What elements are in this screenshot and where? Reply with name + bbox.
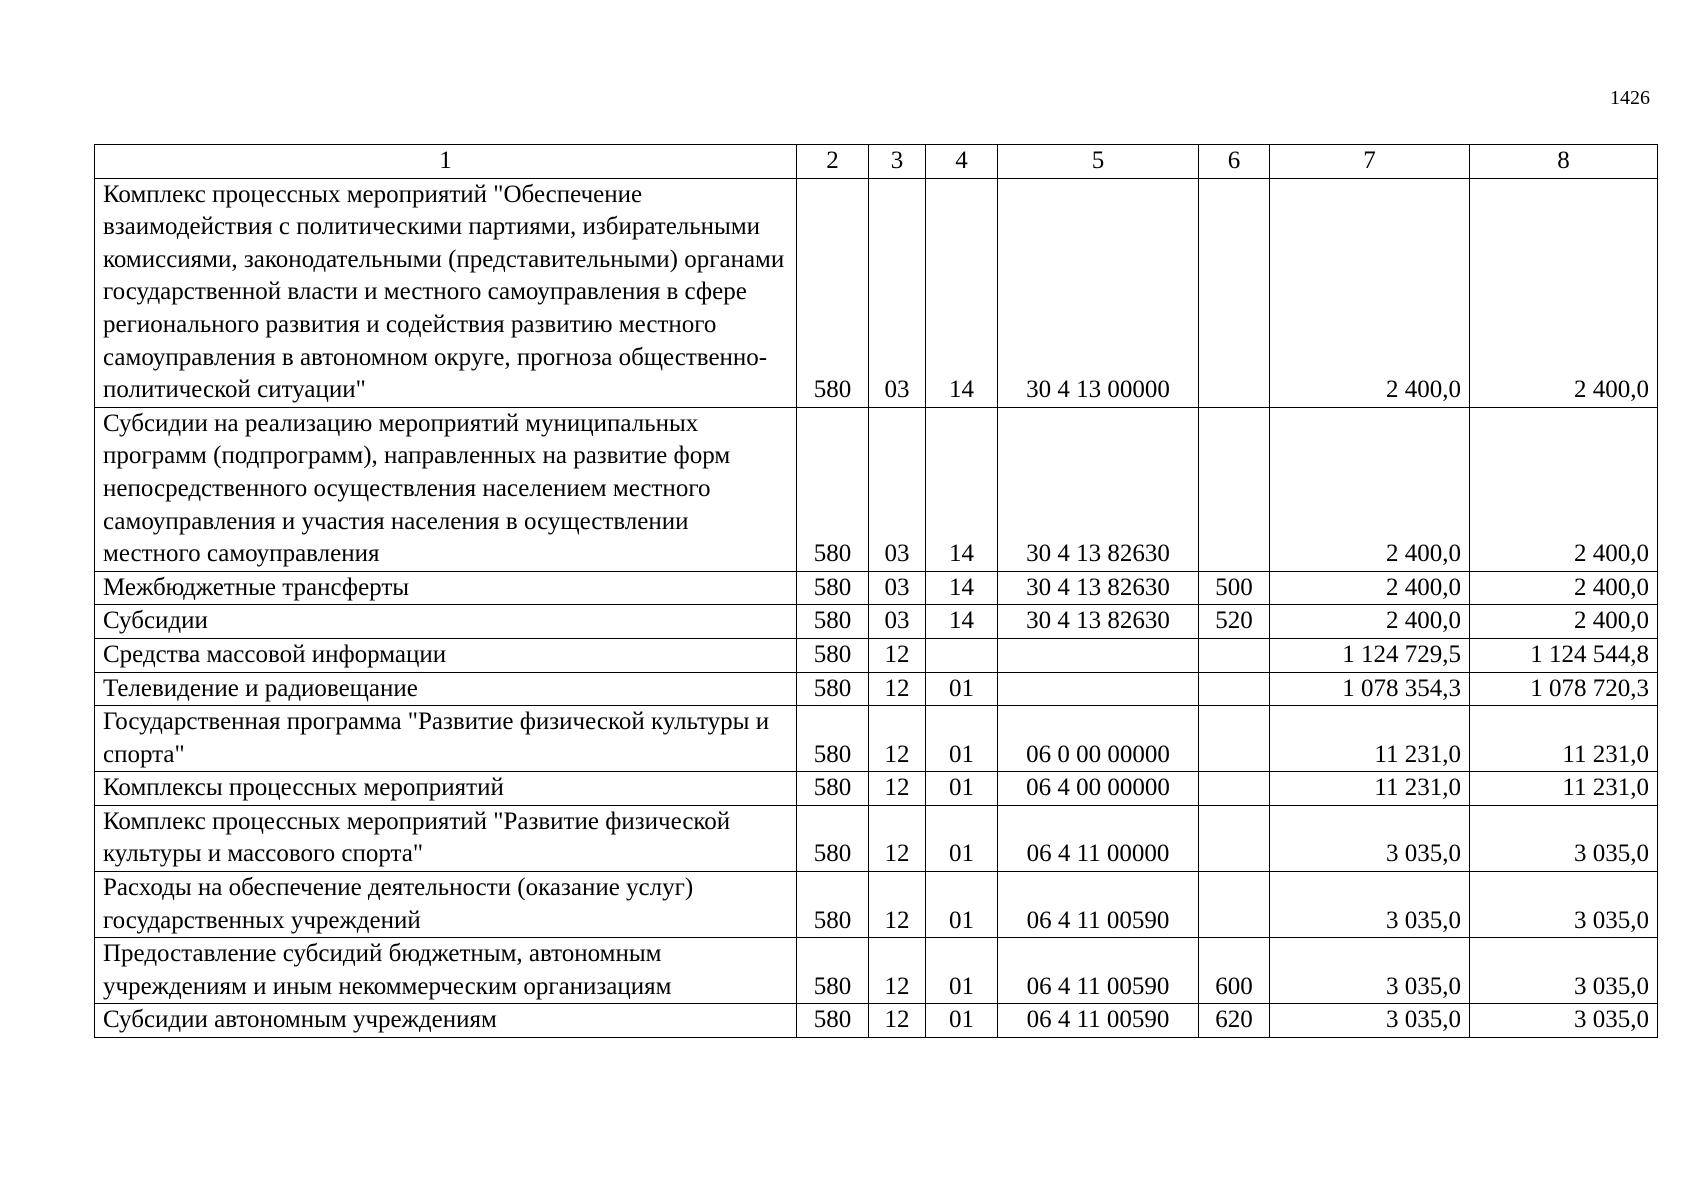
ministry-code: 580: [797, 872, 869, 938]
subsection-code: 01: [926, 938, 998, 1004]
target-article-code: [998, 672, 1199, 706]
column-header: 3: [869, 145, 926, 179]
subsection-code: 01: [926, 1004, 998, 1038]
subsection-code: 14: [926, 178, 998, 407]
section-code: 12: [869, 805, 926, 871]
expense-type-code: [1199, 672, 1270, 706]
target-article-code: 06 4 11 00590: [998, 938, 1199, 1004]
ministry-code: 580: [797, 938, 869, 1004]
ministry-code: 580: [797, 1004, 869, 1038]
table-row: [95, 938, 1658, 1004]
page-number: 1426: [1610, 87, 1650, 109]
amount-col7: 1 078 354,3: [1270, 672, 1470, 706]
expense-type-code: 520: [1199, 605, 1270, 639]
subsection-code: 14: [926, 605, 998, 639]
column-header: 8: [1470, 145, 1658, 179]
table-row: [95, 772, 1658, 806]
table-row: [95, 872, 1658, 938]
amount-col7: 11 231,0: [1270, 772, 1470, 806]
subsection-code: [926, 638, 998, 672]
expense-type-code: [1199, 706, 1270, 772]
section-code: 12: [869, 772, 926, 806]
expense-type-code: [1199, 638, 1270, 672]
table-row: [95, 571, 1658, 605]
ministry-code: 580: [797, 638, 869, 672]
amount-col8: 2 400,0: [1470, 605, 1658, 639]
target-article-code: 30 4 13 00000: [998, 178, 1199, 407]
amount-col8: 11 231,0: [1470, 772, 1658, 806]
amount-col7: 3 035,0: [1270, 805, 1470, 871]
target-article-code: 30 4 13 82630: [998, 571, 1199, 605]
expense-type-code: 600: [1199, 938, 1270, 1004]
amount-col7: 2 400,0: [1270, 571, 1470, 605]
target-article-code: 06 0 00 00000: [998, 706, 1199, 772]
row-name: Межбюджетные трансферты: [95, 571, 797, 605]
expense-type-code: 620: [1199, 1004, 1270, 1038]
expense-type-code: [1199, 805, 1270, 871]
expense-type-code: [1199, 178, 1270, 407]
subsection-code: 01: [926, 805, 998, 871]
subsection-code: 01: [926, 772, 998, 806]
table-row: [95, 805, 1658, 871]
table-row: [95, 672, 1658, 706]
row-name: Субсидии автономным учреждениям: [95, 1004, 797, 1038]
amount-col7: 2 400,0: [1270, 407, 1470, 571]
row-name: Телевидение и радиовещание: [95, 672, 797, 706]
table-row: [95, 1004, 1658, 1038]
row-name: Предоставление субсидий бюджетным, автономным учреждениям и иным некоммерческим организациям: [95, 938, 797, 1004]
amount-col8: 2 400,0: [1470, 178, 1658, 407]
column-header: 4: [926, 145, 998, 179]
column-header: 7: [1270, 145, 1470, 179]
expense-type-code: 500: [1199, 571, 1270, 605]
amount-col7: 1 124 729,5: [1270, 638, 1470, 672]
expense-type-code: [1199, 772, 1270, 806]
section-code: 12: [869, 706, 926, 772]
amount-col7: 2 400,0: [1270, 178, 1470, 407]
amount-col8: 3 035,0: [1470, 872, 1658, 938]
ministry-code: 580: [797, 407, 869, 571]
amount-col8: 2 400,0: [1470, 407, 1658, 571]
target-article-code: 30 4 13 82630: [998, 407, 1199, 571]
table-row: [95, 706, 1658, 772]
table-row: [95, 605, 1658, 639]
table-row: [95, 178, 1658, 407]
amount-col7: 3 035,0: [1270, 1004, 1470, 1038]
ministry-code: 580: [797, 805, 869, 871]
row-name: Средства массовой информации: [95, 638, 797, 672]
budget-table: [94, 144, 1658, 1038]
subsection-code: 14: [926, 407, 998, 571]
row-name: Комплекс процессных мероприятий "Обеспечение взаимодействия с политическими партиями, избирательными комиссиями, законодательными (представительными) органами государственной власти и местного самоуправления в сфере регионального развития и содействия развитию местного самоуправления в автономном округе, прогноза общественно-политической ситуации": [95, 178, 797, 407]
ministry-code: 580: [797, 772, 869, 806]
row-name: Государственная программа "Развитие физической культуры и спорта": [95, 706, 797, 772]
target-article-code: 06 4 00 00000: [998, 772, 1199, 806]
ministry-code: 580: [797, 571, 869, 605]
subsection-code: 01: [926, 672, 998, 706]
target-article-code: 30 4 13 82630: [998, 605, 1199, 639]
row-name: Расходы на обеспечение деятельности (оказание услуг) государственных учреждений: [95, 872, 797, 938]
column-header: 1: [95, 145, 797, 179]
target-article-code: 06 4 11 00590: [998, 872, 1199, 938]
amount-col8: 1 124 544,8: [1470, 638, 1658, 672]
section-code: 12: [869, 872, 926, 938]
row-name: Комплекс процессных мероприятий "Развитие физической культуры и массового спорта": [95, 805, 797, 871]
section-code: 12: [869, 672, 926, 706]
amount-col8: 11 231,0: [1470, 706, 1658, 772]
column-header: 6: [1199, 145, 1270, 179]
subsection-code: 01: [926, 872, 998, 938]
ministry-code: 580: [797, 672, 869, 706]
expense-type-code: [1199, 407, 1270, 571]
ministry-code: 580: [797, 178, 869, 407]
table-row: [95, 638, 1658, 672]
amount-col8: 2 400,0: [1470, 571, 1658, 605]
table-row: [95, 407, 1658, 571]
subsection-code: 01: [926, 706, 998, 772]
amount-col7: 3 035,0: [1270, 872, 1470, 938]
row-name: Комплексы процессных мероприятий: [95, 772, 797, 806]
row-name: Субсидии на реализацию мероприятий муниципальных программ (подпрограмм), направленных на развитие форм непосредственного осуществления населением местного самоуправления и участия населения в осуществлении местного самоуправления: [95, 407, 797, 571]
column-header: 5: [998, 145, 1199, 179]
amount-col8: 3 035,0: [1470, 805, 1658, 871]
ministry-code: 580: [797, 605, 869, 639]
section-code: 03: [869, 605, 926, 639]
section-code: 03: [869, 178, 926, 407]
column-number-row: [95, 145, 1658, 179]
expense-type-code: [1199, 872, 1270, 938]
row-name: Субсидии: [95, 605, 797, 639]
section-code: 12: [869, 638, 926, 672]
amount-col8: 3 035,0: [1470, 938, 1658, 1004]
target-article-code: 06 4 11 00590: [998, 1004, 1199, 1038]
target-article-code: 06 4 11 00000: [998, 805, 1199, 871]
column-header: 2: [797, 145, 869, 179]
amount-col8: 1 078 720,3: [1470, 672, 1658, 706]
section-code: 03: [869, 407, 926, 571]
section-code: 12: [869, 1004, 926, 1038]
amount-col7: 2 400,0: [1270, 605, 1470, 639]
amount-col8: 3 035,0: [1470, 1004, 1658, 1038]
subsection-code: 14: [926, 571, 998, 605]
ministry-code: 580: [797, 706, 869, 772]
section-code: 03: [869, 571, 926, 605]
amount-col7: 11 231,0: [1270, 706, 1470, 772]
section-code: 12: [869, 938, 926, 1004]
amount-col7: 3 035,0: [1270, 938, 1470, 1004]
target-article-code: [998, 638, 1199, 672]
